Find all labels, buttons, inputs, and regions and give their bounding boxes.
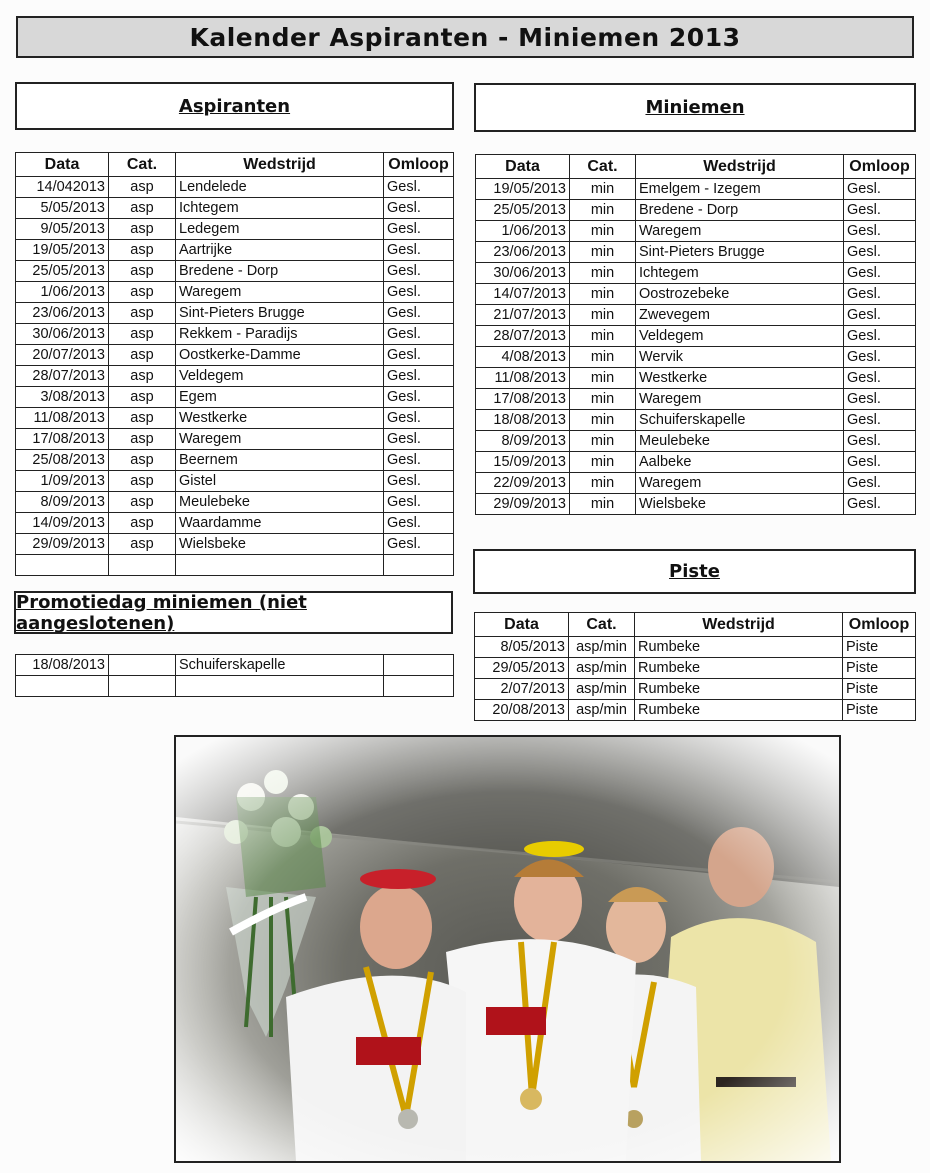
cell-date: 14/042013 — [16, 177, 109, 198]
cell-date: 14/07/2013 — [476, 284, 570, 305]
miniemen-header-row — [476, 155, 916, 179]
table-row — [476, 452, 916, 473]
column-header-category: Cat. — [569, 613, 635, 637]
cell-course: Gesl. — [844, 494, 916, 515]
cell-race: Oostrozebeke — [636, 284, 844, 305]
column-header-category: Cat. — [570, 155, 636, 179]
cell-course: Gesl. — [844, 431, 916, 452]
column-header-race: Wedstrijd — [635, 613, 843, 637]
cell-date: 1/06/2013 — [476, 221, 570, 242]
table-row — [16, 240, 454, 261]
table-row — [16, 429, 454, 450]
cell-category: asp — [109, 198, 176, 219]
table-row — [16, 198, 454, 219]
cell-category: asp — [109, 366, 176, 387]
table-row — [476, 242, 916, 263]
cell-race: Veldegem — [636, 326, 844, 347]
promotiedag-table — [15, 654, 454, 697]
cell-race: Bredene - Dorp — [176, 261, 384, 282]
cell-category: asp — [109, 282, 176, 303]
cell-category: min — [570, 368, 636, 389]
team-photo-illustration — [176, 737, 839, 1161]
cell-category: min — [570, 347, 636, 368]
cell-date: 18/08/2013 — [16, 655, 109, 676]
cell-date: 20/08/2013 — [475, 700, 569, 721]
cell-race: Rekkem - Paradijs — [176, 324, 384, 345]
piste-header-row — [475, 613, 916, 637]
cell-date: 11/08/2013 — [16, 408, 109, 429]
cell-date: 15/09/2013 — [476, 452, 570, 473]
cell-category: min — [570, 242, 636, 263]
cell-category: min — [570, 200, 636, 221]
cell-date: 14/09/2013 — [16, 513, 109, 534]
cell-course: Gesl. — [844, 179, 916, 200]
cell-date: 1/06/2013 — [16, 282, 109, 303]
miniemen-heading-box — [474, 83, 916, 132]
cell-race: Sint-Pieters Brugge — [176, 303, 384, 324]
table-row — [16, 408, 454, 429]
table-row — [476, 431, 916, 452]
cell-category: asp — [109, 534, 176, 555]
cell-race: Rumbeke — [635, 637, 843, 658]
cell-race: Zwevegem — [636, 305, 844, 326]
cell-date: 25/05/2013 — [16, 261, 109, 282]
table-row — [16, 219, 454, 240]
table-row — [16, 366, 454, 387]
cell-category: asp — [109, 471, 176, 492]
cell-date: 28/07/2013 — [16, 366, 109, 387]
cell-category: min — [570, 179, 636, 200]
cell-date: 25/08/2013 — [16, 450, 109, 471]
aspiranten-table — [15, 152, 454, 576]
column-header-race: Wedstrijd — [636, 155, 844, 179]
piste-heading-box — [473, 549, 916, 594]
cell-date: 18/08/2013 — [476, 410, 570, 431]
table-row — [476, 347, 916, 368]
promotiedag-heading-box — [14, 591, 453, 634]
cell-date: 8/09/2013 — [476, 431, 570, 452]
cell-race — [176, 555, 384, 576]
cell-race: Rumbeke — [635, 658, 843, 679]
aspiranten-heading-box — [15, 82, 454, 130]
cell-category: min — [570, 221, 636, 242]
table-row — [476, 284, 916, 305]
cell-category: asp — [109, 177, 176, 198]
cell-category: asp — [109, 219, 176, 240]
cell-date — [16, 555, 109, 576]
cell-race: Meulebeke — [636, 431, 844, 452]
cell-category — [109, 555, 176, 576]
cell-race: Beernem — [176, 450, 384, 471]
cell-course: Gesl. — [844, 305, 916, 326]
cell-course: Gesl. — [844, 389, 916, 410]
table-row — [16, 655, 454, 676]
cell-race: Rumbeke — [635, 700, 843, 721]
cell-race: Emelgem - Izegem — [636, 179, 844, 200]
cell-course: Gesl. — [384, 450, 454, 471]
table-row — [475, 637, 916, 658]
cell-course: Gesl. — [844, 347, 916, 368]
cell-category: asp — [109, 261, 176, 282]
cell-course — [384, 676, 454, 697]
column-header-date: Data — [475, 613, 569, 637]
cell-course: Gesl. — [384, 261, 454, 282]
table-row — [16, 471, 454, 492]
table-row — [476, 221, 916, 242]
aspiranten-heading: Aspiranten — [178, 95, 291, 117]
cell-date: 30/06/2013 — [16, 324, 109, 345]
table-row — [16, 282, 454, 303]
table-row — [476, 263, 916, 284]
cell-race: Sint-Pieters Brugge — [636, 242, 844, 263]
column-header-race: Wedstrijd — [176, 153, 384, 177]
cell-date: 23/06/2013 — [476, 242, 570, 263]
cell-category: min — [570, 389, 636, 410]
cell-date: 29/09/2013 — [16, 534, 109, 555]
cell-date: 19/05/2013 — [476, 179, 570, 200]
cell-course: Piste — [843, 700, 916, 721]
aspiranten-header-row — [16, 153, 454, 177]
cell-date: 20/07/2013 — [16, 345, 109, 366]
cell-race: Waardamme — [176, 513, 384, 534]
page-title: Kalender Aspiranten - Miniemen 2013 — [16, 16, 914, 58]
cell-course: Gesl. — [384, 366, 454, 387]
promotiedag-heading: Promotiedag miniemen (niet aangeslotenen) — [16, 591, 307, 634]
table-row — [476, 494, 916, 515]
cell-course: Gesl. — [384, 429, 454, 450]
table-row — [16, 492, 454, 513]
cell-race: Wielsbeke — [176, 534, 384, 555]
cell-race: Gistel — [176, 471, 384, 492]
cell-course: Gesl. — [844, 326, 916, 347]
cell-course: Gesl. — [384, 240, 454, 261]
cell-date: 30/06/2013 — [476, 263, 570, 284]
cell-category: min — [570, 284, 636, 305]
cell-date: 17/08/2013 — [476, 389, 570, 410]
cell-date: 8/09/2013 — [16, 492, 109, 513]
cell-course: Gesl. — [844, 284, 916, 305]
table-row — [16, 345, 454, 366]
cell-date: 4/08/2013 — [476, 347, 570, 368]
cell-date: 9/05/2013 — [16, 219, 109, 240]
table-row — [16, 676, 454, 697]
cell-course: Gesl. — [844, 452, 916, 473]
cell-category: asp — [109, 303, 176, 324]
cell-course: Gesl. — [384, 408, 454, 429]
table-row — [16, 534, 454, 555]
cell-category: asp — [109, 240, 176, 261]
cell-course: Gesl. — [844, 263, 916, 284]
table-row — [476, 305, 916, 326]
table-row — [476, 368, 916, 389]
cell-course: Gesl. — [384, 513, 454, 534]
cell-course: Piste — [843, 658, 916, 679]
table-row — [476, 200, 916, 221]
cell-date: 8/05/2013 — [475, 637, 569, 658]
cell-course: Gesl. — [384, 492, 454, 513]
cell-date: 19/05/2013 — [16, 240, 109, 261]
cell-category — [109, 655, 176, 676]
cell-race: Waregem — [176, 429, 384, 450]
table-row — [475, 658, 916, 679]
cell-category: min — [570, 410, 636, 431]
cell-race: Ledegem — [176, 219, 384, 240]
cell-race — [176, 676, 384, 697]
cell-race: Wervik — [636, 347, 844, 368]
cell-course: Gesl. — [384, 387, 454, 408]
cell-course: Gesl. — [384, 198, 454, 219]
cell-race: Waregem — [176, 282, 384, 303]
cell-course: Gesl. — [844, 221, 916, 242]
cell-category: min — [570, 473, 636, 494]
cell-date: 1/09/2013 — [16, 471, 109, 492]
cell-category: asp/min — [569, 658, 635, 679]
cell-race: Lendelede — [176, 177, 384, 198]
cell-race: Waregem — [636, 473, 844, 494]
table-row — [16, 387, 454, 408]
cell-race: Ichtegem — [176, 198, 384, 219]
cell-date: 29/05/2013 — [475, 658, 569, 679]
cell-race: Schuiferskapelle — [636, 410, 844, 431]
cell-category: asp — [109, 513, 176, 534]
table-row — [476, 473, 916, 494]
cell-race: Meulebeke — [176, 492, 384, 513]
table-row — [16, 303, 454, 324]
cell-race: Westkerke — [636, 368, 844, 389]
cell-race: Waregem — [636, 389, 844, 410]
cell-course: Gesl. — [844, 410, 916, 431]
cell-date: 2/07/2013 — [475, 679, 569, 700]
piste-table — [474, 612, 916, 721]
cell-course: Gesl. — [844, 200, 916, 221]
cell-category: min — [570, 305, 636, 326]
cell-race: Wielsbeke — [636, 494, 844, 515]
cell-category: asp/min — [569, 637, 635, 658]
cell-date: 25/05/2013 — [476, 200, 570, 221]
table-row — [476, 326, 916, 347]
cell-date: 22/09/2013 — [476, 473, 570, 494]
cell-course: Gesl. — [384, 282, 454, 303]
column-header-date: Data — [476, 155, 570, 179]
cell-date: 29/09/2013 — [476, 494, 570, 515]
cell-date: 17/08/2013 — [16, 429, 109, 450]
column-header-course: Omloop — [844, 155, 916, 179]
table-row — [16, 177, 454, 198]
cell-race: Westkerke — [176, 408, 384, 429]
cell-course: Gesl. — [384, 303, 454, 324]
column-header-course: Omloop — [843, 613, 916, 637]
cell-course: Gesl. — [384, 177, 454, 198]
cell-category: asp — [109, 408, 176, 429]
cell-race: Egem — [176, 387, 384, 408]
cell-date: 5/05/2013 — [16, 198, 109, 219]
cell-category: asp — [109, 387, 176, 408]
cell-category: asp — [109, 324, 176, 345]
cell-category: asp — [109, 429, 176, 450]
team-photo — [174, 735, 841, 1163]
table-row — [476, 389, 916, 410]
table-row — [16, 261, 454, 282]
miniemen-table — [475, 154, 916, 515]
cell-category: asp — [109, 345, 176, 366]
table-row — [476, 179, 916, 200]
table-row — [16, 324, 454, 345]
table-row — [475, 679, 916, 700]
cell-course: Gesl. — [384, 534, 454, 555]
column-header-category: Cat. — [109, 153, 176, 177]
cell-course — [384, 655, 454, 676]
cell-category: asp/min — [569, 679, 635, 700]
cell-race: Ichtegem — [636, 263, 844, 284]
cell-course: Gesl. — [844, 242, 916, 263]
cell-course — [384, 555, 454, 576]
column-header-course: Omloop — [384, 153, 454, 177]
cell-category: min — [570, 431, 636, 452]
cell-race: Aalbeke — [636, 452, 844, 473]
table-row — [476, 410, 916, 431]
table-row — [16, 450, 454, 471]
cell-race: Schuiferskapelle — [176, 655, 384, 676]
table-row — [16, 555, 454, 576]
cell-date — [16, 676, 109, 697]
cell-category: min — [570, 494, 636, 515]
piste-heading: Piste — [669, 561, 720, 582]
cell-date: 23/06/2013 — [16, 303, 109, 324]
cell-course: Gesl. — [384, 219, 454, 240]
cell-course: Gesl. — [844, 473, 916, 494]
cell-course: Gesl. — [384, 345, 454, 366]
cell-course: Piste — [843, 679, 916, 700]
cell-category — [109, 676, 176, 697]
cell-category: asp — [109, 450, 176, 471]
cell-category: asp — [109, 492, 176, 513]
cell-race: Rumbeke — [635, 679, 843, 700]
cell-race: Waregem — [636, 221, 844, 242]
cell-course: Gesl. — [844, 368, 916, 389]
table-row — [475, 700, 916, 721]
cell-date: 3/08/2013 — [16, 387, 109, 408]
cell-category: asp/min — [569, 700, 635, 721]
miniemen-heading: Miniemen — [645, 97, 745, 118]
cell-category: min — [570, 326, 636, 347]
cell-race: Veldegem — [176, 366, 384, 387]
cell-category: min — [570, 452, 636, 473]
cell-date: 11/08/2013 — [476, 368, 570, 389]
cell-date: 21/07/2013 — [476, 305, 570, 326]
cell-date: 28/07/2013 — [476, 326, 570, 347]
column-header-date: Data — [16, 153, 109, 177]
table-row — [16, 513, 454, 534]
cell-course: Piste — [843, 637, 916, 658]
cell-race: Aartrijke — [176, 240, 384, 261]
cell-race: Oostkerke-Damme — [176, 345, 384, 366]
cell-course: Gesl. — [384, 471, 454, 492]
cell-race: Bredene - Dorp — [636, 200, 844, 221]
cell-course: Gesl. — [384, 324, 454, 345]
cell-category: min — [570, 263, 636, 284]
